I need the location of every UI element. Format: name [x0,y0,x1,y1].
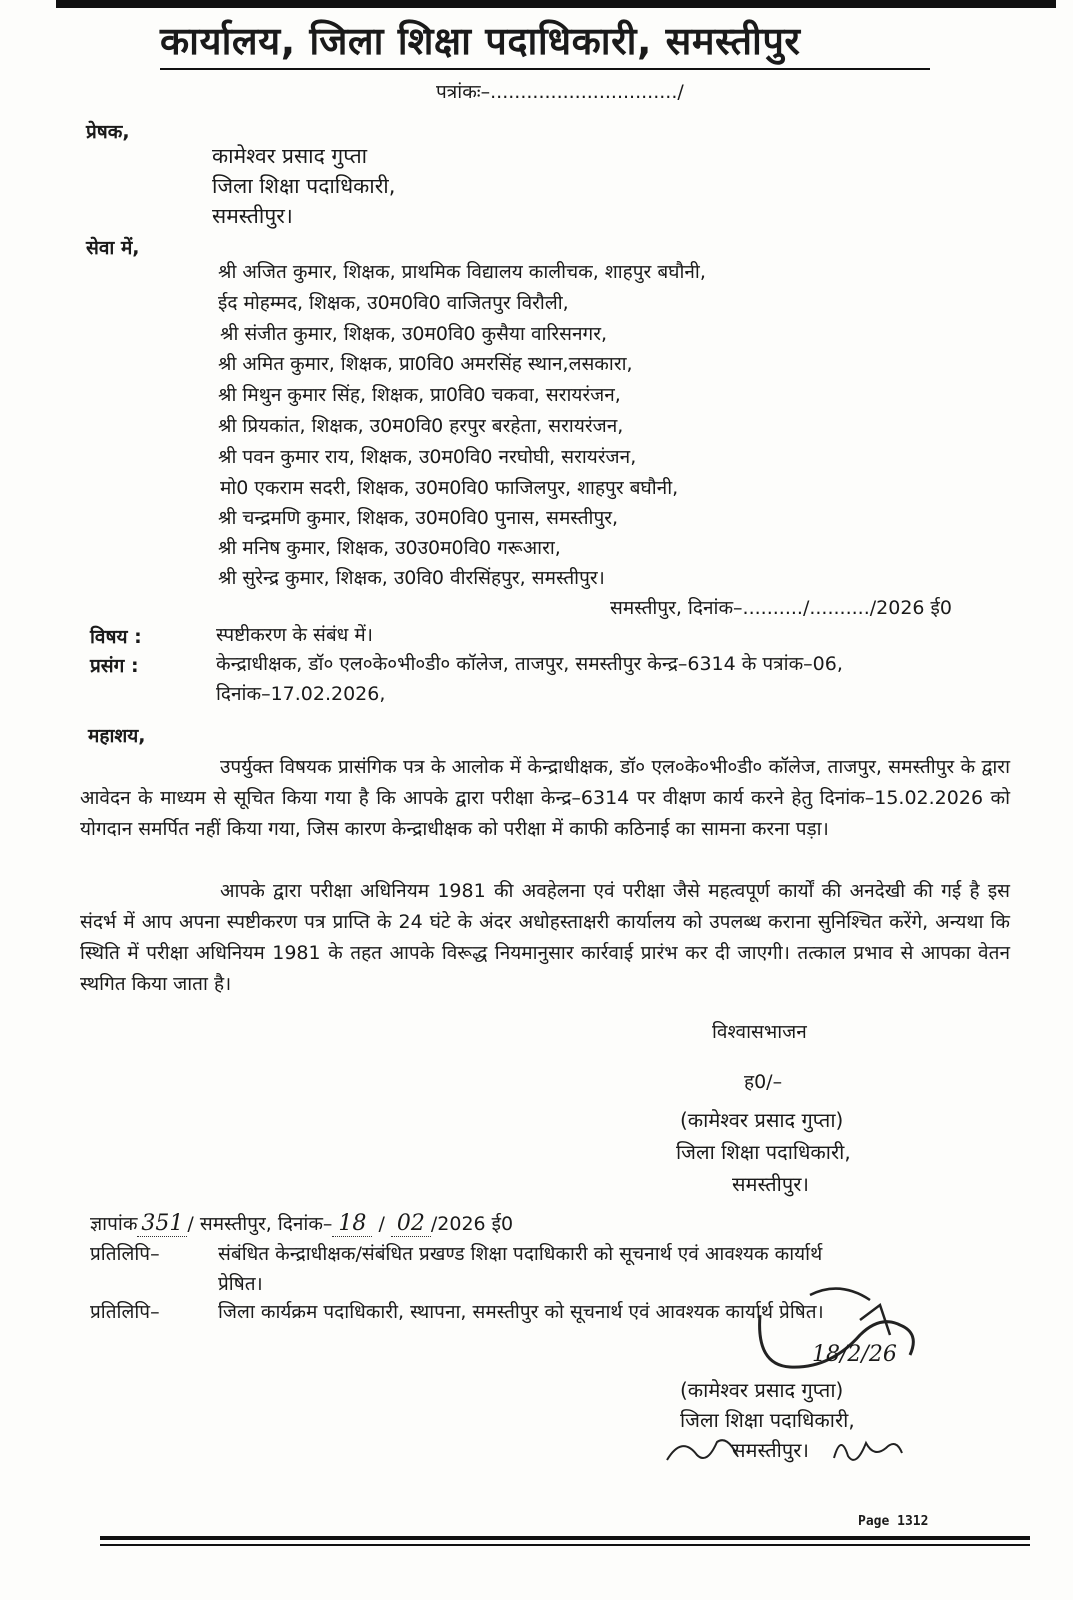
reference-label: प्रसंग : [90,655,139,677]
recipient-item: मो0 एकराम सदरी, शिक्षक, उ0म0वि0 फाजिलपुर, शाहपुर बघौनी, [220,477,679,499]
body-paragraph-2: आपके द्वारा परीक्षा अधिनियम 1981 की अवहेलना एवं परीक्षा जैसे महत्वपूर्ण कार्यों की अनदेखी की गई है इस संदर्भ में आप अपना स्पष्टीकरण पत्र प्राप्ति के 24 घंटे के अंदर अधोहस्ताक्षरी कार्यालय को उपलब्ध कराना सुनिश्चित करेंगे, अन्यथा कि स्थिति में परीक्षा अधिनियम 1981 के तहत आपके विरूद्ध नियमानुसार कार्रवाई प्रारंभ कर दी जाएगी। तत्काल प्रभाव से आपका वेतन स्थगित किया जाता है। [80,880,1010,995]
dated-initials-scribble [826,1428,906,1478]
recipients-label: सेवा में, [86,237,140,259]
memo-line: ज्ञापांक 351 / समस्तीपुर, दिनांक– 18 / 02 /2026 ई0 [90,1211,514,1236]
page-title: कार्यालय, जिला शिक्षा पदाधिकारी, समस्तीपुर [160,19,801,63]
copy-1-line-2: प्रेषित। [218,1273,263,1295]
copy-2-line-1: जिला कार्यक्रम पदाधिकारी, स्थापना, समस्तीपुर को सूचनार्थ एवं आवश्यक कार्यार्थ प्रेषित। [218,1301,824,1323]
page-number [858,1514,928,1529]
footer-rule-thick [100,1536,1030,1540]
footer-rule-thin [100,1544,1030,1546]
reference-number-line: पत्रांकः–.............................../ [436,81,684,103]
final-signatory-designation: जिला शिक्षा पदाधिकारी, [680,1408,855,1432]
page-value: 1312 [897,1514,929,1529]
sender-place: समस्तीपुर। [212,204,293,228]
signatory-name: (कामेश्वर प्रसाद गुप्ता) [680,1108,844,1132]
recipient-item: श्री प्रियकांत, शिक्षक, उ0म0वि0 हरपुर बरहेता, सरायरंजन, [218,415,624,437]
recipient-item: श्री संजीत कुमार, शिक्षक, उ0म0वि0 कुसैया वारिसनगर, [220,323,608,345]
memo-suffix: /2026 ई0 [430,1213,514,1235]
signatory-place: समस्तीपुर। [732,1172,809,1196]
sender-name: कामेश्वर प्रसाद गुप्ता [212,144,368,168]
subject-label: विषय : [90,626,142,648]
final-signatory-place: समस्तीपुर। [732,1438,809,1462]
salutation: महाशय, [88,725,146,747]
recipient-item: श्री मिथुन कुमार सिंह, शिक्षक, प्रा0वि0 चकवा, सरायरंजन, [218,384,621,406]
signatory-designation: जिला शिक्षा पदाधिकारी, [676,1140,851,1164]
final-signatory-name: (कामेश्वर प्रसाद गुप्ता) [680,1378,844,1402]
recipient-item: श्री सुरेन्द्र कुमार, शिक्षक, उ0वि0 वीरसिंहपुर, समस्तीपुर। [218,567,605,589]
page-label: Page [858,1514,890,1529]
body-paragraph-1: उपर्युक्त विषयक प्रासंगिक पत्र के आलोक में केन्द्राधीक्षक, डॉ० एल०के०भी०डी० कॉलेज, ताजपुर, समस्तीपुर के द्वारा आवेदन के माध्यम से सूचित किया गया है कि आपके द्वारा परीक्षा केन्द्र–6314 पर वीक्षण कार्य करने हेतु दिनांक–15.02.2026 को योगदान समर्पित नहीं किया गया, जिस कारण केन्द्राधीक्षक को परीक्षा में काफी कठिनाई का सामना करना पड़ा। [80,756,1010,840]
memo-mid: / समस्तीपुर, दिनांक– [187,1213,333,1235]
sender-designation: जिला शिक्षा पदाधिकारी, [212,174,396,198]
title-underline [160,68,930,70]
closing-signed: ह0/– [744,1071,783,1093]
memo-month: 02 [391,1211,431,1237]
recipient-item: ईद मोहम्मद, शिक्षक, उ0म0वि0 वाजितपुर विरौली, [218,292,569,314]
date-line: समस्तीपुर, दिनांक–........../........../2026 ई0 [610,597,952,619]
memo-prefix: ज्ञापांक [90,1213,138,1235]
reference-line-1: केन्द्राधीक्षक, डॉ० एल०के०भी०डी० कॉलेज, ताजपुर, समस्तीपुर केन्द्र–6314 के पत्रांक–06, [216,653,843,675]
closing-yours: विश्वासभाजन [712,1021,807,1043]
recipient-item: श्री चन्द्रमणि कुमार, शिक्षक, उ0म0वि0 पुनास, समस्तीपुर, [218,507,619,529]
recipient-item: श्री अजित कुमार, शिक्षक, प्राथमिक विद्यालय कालीचक, शाहपुर बघौनी, [218,261,706,283]
signature-date: 18/2/26 [812,1342,897,1367]
memo-day: 18 [332,1211,372,1237]
memo-number: 351 [137,1211,187,1237]
handwritten-signature [750,1275,940,1385]
copy-label: प्रतिलिपि– [90,1243,160,1265]
reference-line-2: दिनांक–17.02.2026, [216,683,386,705]
copy-1-line-1: संबंधित केन्द्राधीक्षक/संबंधित प्रखण्ड शिक्षा पदाधिकारी को सूचनार्थ एवं आवश्यक कार्यार्थ [218,1243,823,1265]
recipient-item: श्री मनिष कुमार, शिक्षक, उ0उ0म0वि0 गरूआरा, [218,537,561,559]
recipient-item: श्री अमित कुमार, शिक्षक, प्रा0वि0 अमरसिंह स्थान,लसकारा, [218,353,633,375]
initials-scribble [662,1430,742,1470]
sender-label: प्रेषक, [86,121,130,143]
top-border [56,0,1056,8]
recipient-item: श्री पवन कुमार राय, शिक्षक, उ0म0वि0 नरघोघी, सरायरंजन, [218,446,637,468]
subject-text: स्पष्टीकरण के संबंध में। [216,624,373,646]
copy-label: प्रतिलिपि– [90,1301,160,1323]
